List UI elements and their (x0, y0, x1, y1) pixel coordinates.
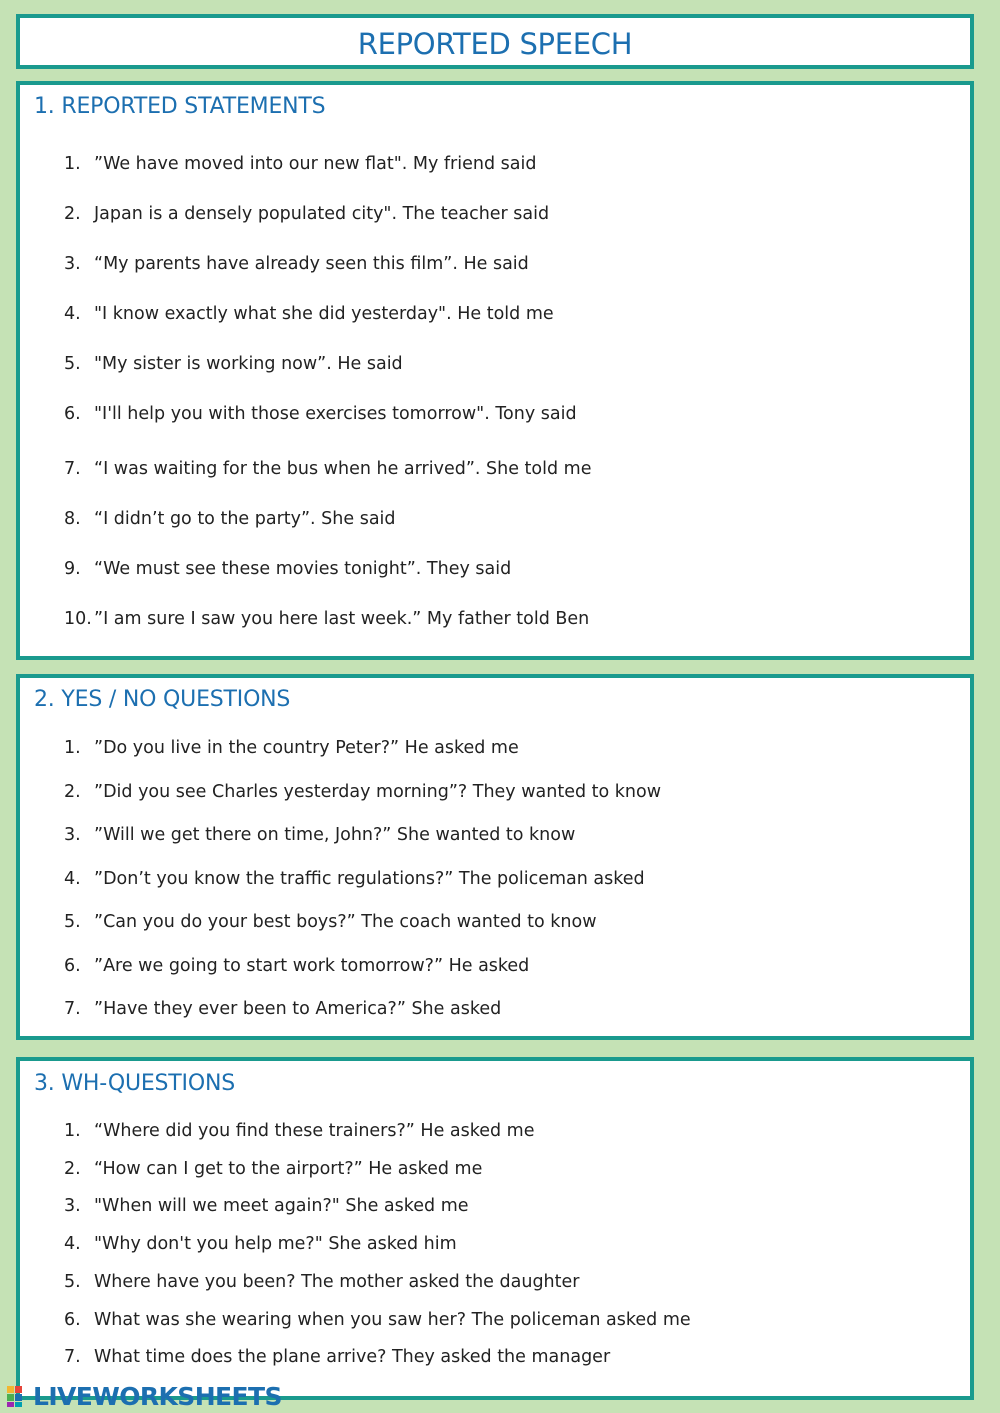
item-text: “How can I get to the airport?” He asked me (94, 1159, 483, 1179)
item-number: 2. (64, 204, 81, 224)
item-text: Japan is a densely populated city". The teacher said (94, 204, 550, 224)
list-item (64, 866, 645, 892)
list-item (64, 606, 589, 632)
item-text: ”I am sure I saw you here last week.” My father told Ben (94, 609, 590, 629)
section-heading: 1. REPORTED STATEMENTS (34, 94, 326, 119)
item-number: 4. (64, 304, 81, 324)
item-text: ”Can you do your best boys?” The coach wanted to know (94, 912, 597, 932)
item-text: "I'll help you with those exercises tomorrow". Tony said (94, 404, 577, 424)
item-text: “I didn’t go to the party”. She said (94, 509, 396, 529)
item-number: 7. (64, 1347, 81, 1367)
item-text: “I was waiting for the bus when he arrived”. She told me (94, 459, 592, 479)
item-text: "I know exactly what she did yesterday". He told me (94, 304, 554, 324)
item-text: ”Will we get there on time, John?” She wanted to know (94, 825, 576, 845)
item-number: 2. (64, 1159, 81, 1179)
list-item (64, 506, 396, 532)
item-text: "When will we meet again?" She asked me (94, 1196, 469, 1216)
item-number: 6. (64, 1310, 81, 1330)
item-text: "My sister is working now”. He said (94, 354, 403, 374)
item-number: 1. (64, 1121, 81, 1141)
list-item (64, 909, 597, 935)
item-text: ”Are we going to start work tomorrow?” He asked (94, 956, 530, 976)
item-number: 3. (64, 825, 81, 845)
brand-name: LIVEWORKSHEETS (33, 1381, 282, 1411)
list-item (64, 1344, 610, 1370)
list-item (64, 1269, 579, 1295)
item-number: 5. (64, 354, 81, 374)
item-number: 9. (64, 559, 81, 579)
item-number: 5. (64, 1272, 81, 1292)
item-text: What time does the plane arrive? They asked the manager (94, 1347, 611, 1367)
item-text: “Where did you find these trainers?” He asked me (94, 1121, 535, 1141)
list-item (64, 953, 529, 979)
page-title: REPORTED SPEECH (357, 27, 633, 61)
item-number: 8. (64, 509, 81, 529)
item-number: 10. (64, 609, 92, 629)
item-number: 7. (64, 999, 81, 1019)
item-text: Where have you been? The mother asked the daughter (94, 1272, 580, 1292)
list-item (64, 996, 501, 1022)
section-reported-statements (16, 81, 974, 660)
item-number: 4. (64, 869, 81, 889)
list-item (64, 822, 575, 848)
item-text: “We must see these movies tonight”. They said (94, 559, 512, 579)
section-wh-questions (16, 1057, 974, 1400)
list-item (64, 301, 554, 327)
list-item (64, 456, 591, 482)
list-item (64, 201, 549, 227)
item-text: ”We have moved into our new flat". My friend said (94, 154, 537, 174)
list-item (64, 556, 511, 582)
item-number: 1. (64, 154, 81, 174)
item-number: 3. (64, 254, 81, 274)
list-item (64, 1231, 457, 1257)
list-item (64, 151, 536, 177)
item-text: “My parents have already seen this film”. He said (94, 254, 529, 274)
title-box (16, 14, 974, 69)
item-text: What was she wearing when you saw her? The policeman asked me (94, 1310, 691, 1330)
section-heading: 2. YES / NO QUESTIONS (34, 687, 291, 712)
item-number: 1. (64, 738, 81, 758)
item-number: 4. (64, 1234, 81, 1254)
list-item (64, 1118, 535, 1144)
list-item (64, 1193, 469, 1219)
item-number: 6. (64, 956, 81, 976)
list-item (64, 251, 529, 277)
list-item (64, 401, 577, 427)
brand-footer (6, 1381, 282, 1411)
item-number: 2. (64, 782, 81, 802)
item-text: "Why don't you help me?" She asked him (94, 1234, 457, 1254)
list-item (64, 351, 403, 377)
item-number: 3. (64, 1196, 81, 1216)
list-item (64, 1307, 691, 1333)
item-text: ”Do you live in the country Peter?” He asked me (94, 738, 519, 758)
item-number: 6. (64, 404, 81, 424)
list-item (64, 1156, 482, 1182)
item-number: 7. (64, 459, 81, 479)
list-item (64, 779, 661, 805)
list-item (64, 735, 519, 761)
item-number: 5. (64, 912, 81, 932)
item-text: ”Don’t you know the traffic regulations?” The policeman asked (94, 869, 645, 889)
item-text: ”Have they ever been to America?” She asked (94, 999, 502, 1019)
section-yes-no-questions (16, 674, 974, 1040)
item-text: ”Did you see Charles yesterday morning”? They wanted to know (94, 782, 662, 802)
section-heading: 3. WH-QUESTIONS (34, 1071, 235, 1096)
liveworksheets-logo-icon (6, 1383, 32, 1409)
